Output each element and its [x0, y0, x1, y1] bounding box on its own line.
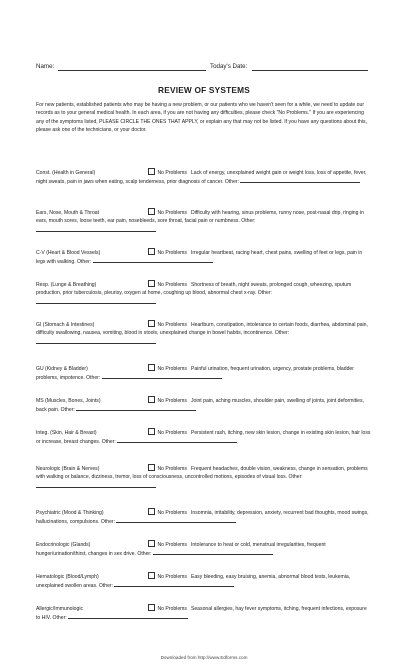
no-problems-checkbox[interactable]	[148, 540, 155, 547]
no-problems-label: No Problems	[157, 574, 187, 580]
page-title: REVIEW OF SYSTEMS	[158, 85, 250, 95]
ros-section	[36, 168, 372, 187]
other-field[interactable]	[240, 177, 360, 183]
section-name: Endocrinologic (Glands)	[36, 542, 91, 548]
intro-paragraph: For new patients, established patients who may be having a new problem, or our patients who we haven't seen for a while, we need to update our records as to your general medical health. In each area, if you are not having any difficulties, please check "No Problems." If you are experiencing any of the symptoms listed, PLEASE CIRCLE THE ONES THAT APPLY, or explain any that may not be listed. If you have any questions about this, please ask one of the technicians, or your doctor.	[36, 102, 367, 134]
other-label: Other:	[273, 330, 290, 337]
other-label: Other:	[239, 218, 256, 225]
name-label: Name:	[36, 63, 55, 70]
section-name: GU (Kidney & Bladder)	[36, 366, 88, 372]
ros-section	[36, 280, 372, 307]
no-problems-label: No Problems	[157, 542, 187, 548]
section-name: Hematologic (Blood/Lymph)	[36, 574, 99, 580]
section-name: Allergic/Immunologic	[36, 606, 83, 612]
no-problems-label: No Problems	[157, 430, 187, 436]
section-name: MS (Muscles, Bones, Joints)	[36, 398, 101, 404]
no-problems-checkbox[interactable]	[148, 364, 155, 371]
symptom-list[interactable]: Intolerance to heat or cold, menstrual irregularities, frequent hunger/urination/thirst, changes in sex drive.	[36, 542, 326, 558]
symptom-list[interactable]: Easy bleeding, easy bruising, anemia, abnormal blood tests, leukemia, unexplained swollen areas.	[36, 574, 351, 590]
section-name: Resp. (Lunge & Breathing)	[36, 282, 97, 288]
no-problems-checkbox[interactable]	[148, 428, 155, 435]
ros-section	[36, 248, 372, 267]
symptom-list[interactable]: Irregular heartbeat, racing heart, chest pains, swelling of feet or legs, pain in legs with walking.	[36, 250, 363, 266]
other-label: Other:	[223, 179, 241, 186]
other-label: Other:	[59, 407, 77, 414]
ros-section	[36, 320, 372, 347]
other-field[interactable]	[116, 517, 236, 523]
section-name: Ears, Nose, Mouth & Throat	[36, 210, 100, 216]
no-problems-label: No Problems	[157, 466, 187, 472]
no-problems-label: No Problems	[157, 282, 187, 288]
other-field[interactable]	[36, 298, 156, 304]
other-field[interactable]	[114, 581, 234, 587]
symptom-list[interactable]: Persistent rash, itching, new skin lesion, change in existing skin lesion, hair loss or increase, breast changes.	[36, 430, 371, 446]
no-problems-label: No Problems	[157, 510, 187, 516]
section-name: C-V (Heart & Blood Vessels)	[36, 250, 101, 256]
no-problems-label: No Problems	[157, 210, 187, 216]
section-name: Integ. (Skin, Hair & Breast)	[36, 430, 97, 436]
ros-section	[36, 604, 372, 623]
no-problems-checkbox[interactable]	[148, 168, 155, 175]
no-problems-label: No Problems	[157, 170, 187, 176]
no-problems-label: No Problems	[157, 250, 187, 256]
ros-section	[36, 464, 372, 491]
other-field[interactable]	[68, 613, 188, 619]
no-problems-checkbox[interactable]	[148, 396, 155, 403]
ros-section	[36, 428, 372, 447]
other-field[interactable]	[117, 437, 237, 443]
ros-section	[36, 508, 372, 527]
other-label: Other:	[51, 615, 69, 622]
no-problems-checkbox[interactable]	[148, 248, 155, 255]
no-problems-checkbox[interactable]	[148, 604, 155, 611]
date-field[interactable]	[252, 63, 368, 71]
symptom-list[interactable]: Seasonal allergies, hay fever symptoms, itching, frequent infections, exposure to HIV.	[36, 606, 367, 622]
date-label: Today's Date:	[210, 63, 248, 70]
other-field[interactable]	[36, 338, 156, 344]
no-problems-checkbox[interactable]	[148, 320, 155, 327]
other-label: Other:	[287, 474, 303, 481]
no-problems-label: No Problems	[157, 398, 187, 404]
symptom-list[interactable]: Insomnia, irritability, depression, anxiety, recurrent bad thoughts, mood swings, hallucinations, compulsions.	[36, 510, 369, 526]
ros-section	[36, 396, 372, 415]
other-label: Other:	[256, 290, 272, 297]
no-problems-checkbox[interactable]	[148, 208, 155, 215]
other-field[interactable]	[102, 373, 222, 379]
section-name: Psychiatric (Mood & Thinking)	[36, 510, 104, 516]
other-field[interactable]	[153, 549, 273, 555]
symptom-list[interactable]: Heartburn, constipation, intolerance to certain foods, diarrhea, abdominal pain, difficulty swallowing, nausea, vomiting, blood in stools, unexplained change in bowel habits, incontinence.	[36, 322, 368, 337]
other-label: Other:	[99, 519, 117, 526]
section-name: GI (Stomach & Intestines)	[36, 322, 95, 328]
symptom-list[interactable]: Shortness of breath, night sweats, prolonged cough, wheezing, sputum production, prior tuberculosis, pleurisy, oxygen at home, coughing up blood, abnormal chest x-ray.	[36, 282, 352, 297]
name-field[interactable]	[58, 63, 206, 71]
section-name: Neurologic (Brain & Nerves)	[36, 466, 100, 472]
other-field[interactable]	[36, 482, 156, 488]
no-problems-checkbox[interactable]	[148, 464, 155, 471]
no-problems-checkbox[interactable]	[148, 280, 155, 287]
symptom-list[interactable]: Joint pain, aching muscles, shoulder pain, swelling of joints, joint deformities, back pain.	[36, 398, 364, 414]
ros-section	[36, 364, 372, 383]
symptom-list[interactable]: Frequent headaches, double vision, weakness, change in sensation, problems with walking or balance, dizziness, tremor, loss of consciousness, uncontrolled motions, episodes of visual loss.	[36, 466, 368, 481]
other-field[interactable]	[36, 226, 156, 232]
other-label: Other:	[97, 583, 115, 590]
no-problems-label: No Problems	[157, 322, 187, 328]
ros-section	[36, 572, 372, 591]
symptom-list[interactable]: Difficulty with hearing, sinus problems, runny nose, post-nasal drip, ringing in ears, mouth sores, loose teeth, ear pain, nosebleeds, sore throat, facial pain or numbness.	[36, 210, 364, 225]
section-name: Const. (Health in General)	[36, 170, 96, 176]
other-label: Other:	[84, 375, 102, 382]
no-problems-checkbox[interactable]	[148, 572, 155, 579]
symptom-list[interactable]: Lack of energy, unexplained weight gain or weight loss, loss of appetite, fever, night sweats, pain in jaws when eating, scalp tenderness, prior diagnosis of cancer.	[36, 170, 367, 186]
no-problems-label: No Problems	[157, 606, 187, 612]
other-label: Other:	[75, 259, 93, 266]
symptom-list[interactable]: Painful urination, frequent urination, urgency, prostate problems, bladder problems, impotence.	[36, 366, 354, 382]
other-label: Other:	[135, 551, 153, 558]
other-field[interactable]	[76, 405, 196, 411]
other-field[interactable]	[93, 257, 213, 263]
footer-source: Downloaded from http://www.Edforms.com	[160, 655, 248, 660]
no-problems-checkbox[interactable]	[148, 508, 155, 515]
ros-section	[36, 540, 372, 559]
other-label: Other:	[100, 439, 118, 446]
no-problems-label: No Problems	[157, 366, 187, 372]
ros-section	[36, 208, 372, 235]
